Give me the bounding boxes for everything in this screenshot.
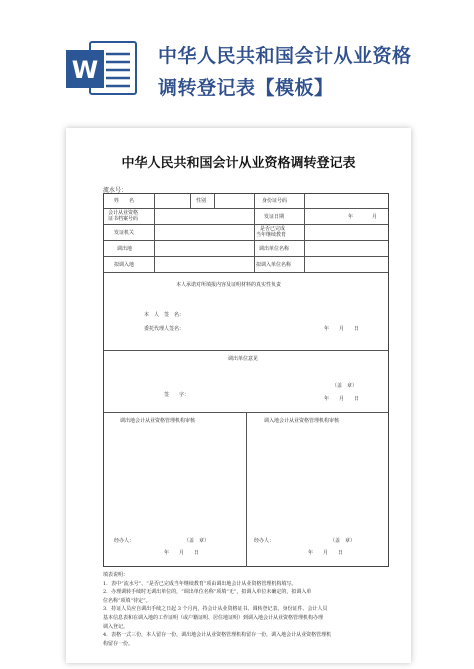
commitment-text: 本人承诺对所填报内容及证明材料的真实性负责 (176, 282, 282, 288)
opinion-seal-label: （盖 章） (332, 383, 358, 389)
cert-number-label-line2: 证书档案号码 (108, 216, 139, 222)
continuing-education-label-line1: 是否已完成 (260, 226, 286, 232)
row-divider (104, 208, 388, 209)
out-unit-label: 调出单位名称 (259, 246, 290, 252)
serial-number-label: 流水号： (103, 187, 128, 194)
instruction-line: 2．办理调转手续时无调出单位的，“调出单位名称”项填“无”，拟调入单位未确定的，拟调入单 (103, 589, 312, 596)
name-label: 姓 名 (114, 198, 135, 204)
cert-number-label-line1: 会计从业资格 (108, 210, 139, 216)
commitment-date: 年 月 日 (324, 326, 360, 332)
out-review-label: 调出地会计从业资格管理机构审核 (120, 418, 196, 424)
instructions (103, 571, 393, 648)
registration-form (103, 193, 389, 567)
out-handler-label: 经办人： (114, 538, 135, 544)
instruction-line: 4．表格一式三份，本人留存一份，调出地会计从业资格管理机构留存一份，调入地会计从业资格管理机 (103, 632, 332, 639)
in-review-date: 年 月 日 (308, 550, 344, 556)
row-divider (104, 256, 388, 257)
cert-date-label: 发证日期 (264, 214, 285, 220)
banner (0, 0, 474, 110)
document-title: 中华人民共和国会计从业资格调转登记表 (121, 156, 356, 171)
in-review-label: 调入地会计从业资格管理机构审核 (264, 418, 340, 424)
col-divider (214, 194, 215, 208)
word-document-icon (66, 38, 140, 98)
out-unit-opinion-label: 调出单位意见 (228, 356, 259, 362)
out-review-date: 年 月 日 (164, 550, 200, 556)
in-handler-label: 经办人： (254, 538, 275, 544)
issuer-label: 发证机关 (114, 230, 135, 236)
svg-text:W: W (71, 56, 99, 84)
gender-label: 性别 (196, 198, 207, 204)
opinion-sign-label: 签 字： (164, 392, 190, 398)
col-divider (254, 194, 255, 272)
banner-title (158, 40, 468, 104)
instruction-line: 1．表中“流水号”、“是否已完成当年继续教育”项由调出地会计从业资格管理机构填写。 (103, 580, 297, 587)
banner-title-line2: 调转登记表【模板】 (158, 77, 334, 99)
id-number-label: 身份证号码 (262, 198, 288, 204)
instruction-line: 基本信息表和在调入地的工作证明（或户籍证明、居住地证明）到调入地会计从业资格管理机构办理 (103, 614, 324, 621)
col-divider (154, 194, 155, 272)
self-signature-label: 本 人 签 名： (144, 312, 185, 318)
document-page (66, 128, 411, 663)
row-divider (104, 272, 388, 273)
row-divider (104, 224, 388, 225)
agent-signature-label: 委托代理人签名： (144, 326, 185, 332)
out-place-label: 调出地 (117, 246, 133, 252)
row-divider (104, 240, 388, 241)
in-place-label: 拟调入地 (114, 262, 135, 268)
row-divider (104, 350, 388, 351)
opinion-date: 年 月 日 (324, 396, 360, 402)
year-label: 年 (348, 214, 354, 220)
col-divider (190, 194, 191, 208)
in-review-seal: （盖 章） (330, 538, 356, 544)
banner-title-line1: 中华人民共和国会计从业资格 (158, 45, 412, 67)
out-review-seal: （盖 章） (184, 538, 210, 544)
col-divider (246, 412, 247, 567)
continuing-education-label-line2: 当年继续教育 (256, 232, 287, 238)
instructions-header: 填表说明： (103, 572, 129, 578)
month-label: 月 (372, 214, 378, 220)
instruction-line: 构留存一份。 (103, 640, 134, 647)
col-divider (304, 194, 305, 272)
instruction-line: 3．持证人员应自调出手续之日起 3 个月内，持会计从业资格证书、调转登记表、身份证件、会计人员 (103, 606, 328, 613)
instruction-line: 位名称”项填“待定”。 (103, 597, 151, 604)
instruction-line: 调入登记。 (103, 623, 129, 630)
in-unit-label: 拟调入单位名称 (256, 262, 292, 268)
